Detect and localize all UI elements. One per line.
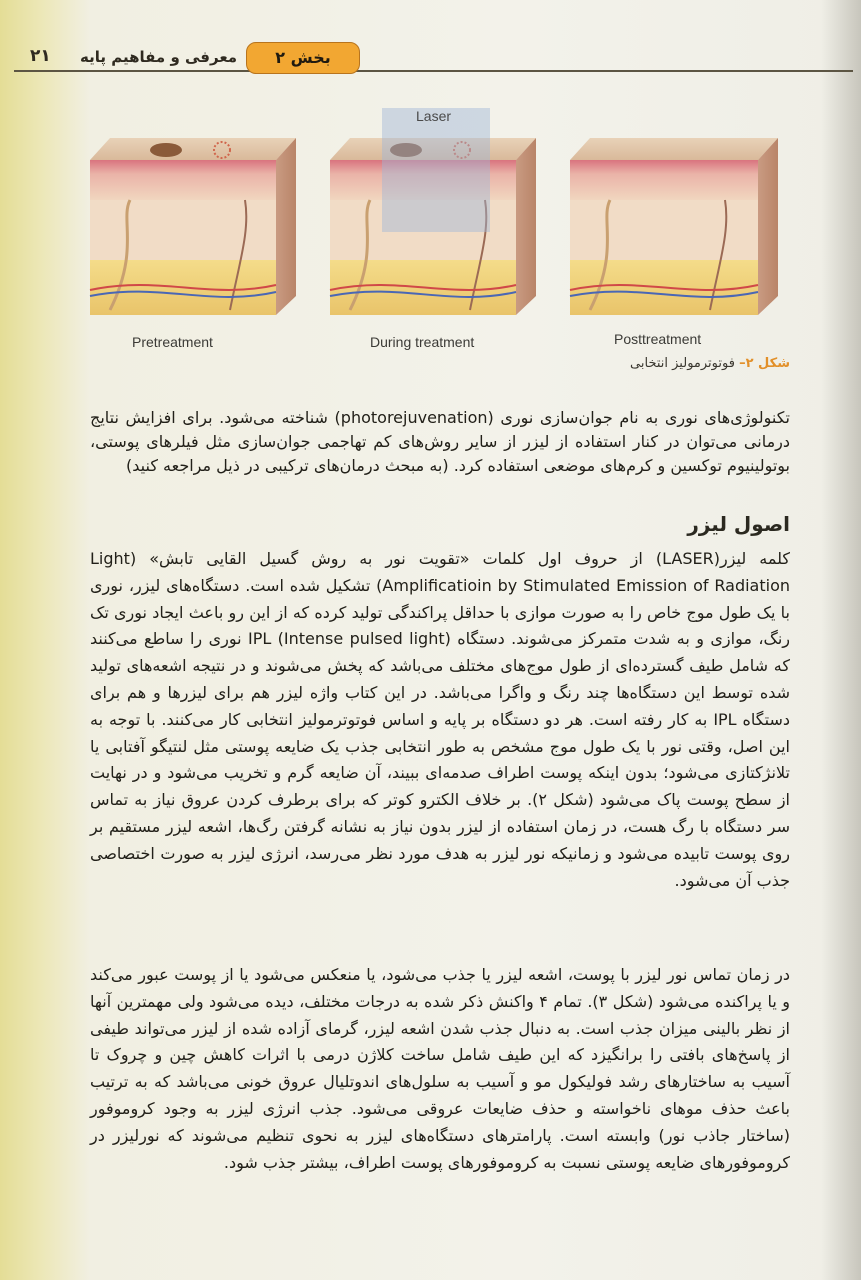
spine-shadow <box>821 0 861 1280</box>
section-heading: اصول لیزر <box>687 512 790 536</box>
paragraph-2: کلمه لیزر(LASER) از حروف اول کلمات «تقویت نور به روش گسیل القایی تابش» (Light Amplificatioin by Stimulated Emission of Radiation) تشکیل شده است. دستگاه‌های لیزر، نوری با یک طول موج خاص را به صورت موازی با حداقل پراکندگی تولید کرده که از این رو باعث ایجاد نوری تک رنگ، موازی و به شدت متمرکز می‌شوند. دستگاه IPL (Intense pulsed light) نوری را ساطع می‌کنند که شامل طیف گسترده‌ای از طول موج‌های مختلف می‌باشد که پخش می‌شوند و در نتیجه اشعه‌های تولید شده توسط این دستگاه‌ها چند رنگ و واگرا می‌باشد. در این کتاب واژه لیزر هم برای لیزرها و هم برای دستگاه IPL به کار رفته است. هر دو دستگاه بر پایه و اساس فوتوترمولیز انتخابی کار می‌کنند. با توجه به این اصل، وقتی نور با یک طول موج مشخص به طور انتخابی جذب یک ضایعه پوستی مثل لنتیگو آفتابی یا تلانژکتازی می‌شود؛ بدون اینکه پوست اطراف صدمه‌ای ببیند، آن ضایعه گرم و تخریب می‌شود و در نهایت از سطح پوست پاک می‌شود (شکل ۲). بر خلاف الکترو کوتر که برای برطرف کردن عروق نیاز به تماس سر دستگاه با رگ هست، در زمان استفاده از لیزر بدون نیاز به نشانه گرفتن رگ‌ها، اشعه لیزر مستقیم بر روی پوست تابیده می‌شود و زمانیکه نور لیزر به هدف مورد نظر می‌رسد، انرژی لیزر به صورت اختصاصی جذب آن می‌شود. <box>90 549 791 890</box>
page-number: ۲۱ <box>30 46 51 66</box>
laser-label: Laser <box>416 108 452 124</box>
part-badge: بخش ۲ <box>246 42 360 74</box>
figure-caption <box>470 356 790 371</box>
panel-label-posttreatment: Posttreatment <box>614 331 702 347</box>
page-header <box>0 40 861 80</box>
panel-label-pretreatment: Pretreatment <box>132 334 213 350</box>
paragraph-3: در زمان تماس نور لیزر با پوست، اشعه لیزر یا جذب می‌شود، یا منعکس می‌شود یا از پوست عبور می‌کند و یا پراکنده می‌شود (شکل ۳). تمام ۴ واکنش ذکر شده به درجات مختلف، دیده می‌شود ولی مهمترین آنها از نظر بالینی میزان جذب است. به دنبال جذب شدن اشعه لیزر، گرمای آزاده شده از لیزر می‌تواند طیفی از پاسخ‌های بافتی را برانگیزد که این طیف شامل ساخت کلاژن درمی با اثرات کاهش چین و چروک تا آسیب به ساختارهای رشد فولیکول مو و آسیب به سلول‌های اندوتلیال عروق خونی می‌باشد که به ترتیب باعث حذف موهای ناخواسته و حذف ضایعات عروقی می‌شود. جذب انرژی لیزر به وجود کروموفور (ساختار جاذب نور) وابسته است. پارامترهای دستگاه‌های لیزر به نحوی تنظیم می‌شوند که نورلیزر در کروموفورهای ضایعه پوستی نسبت به کروموفورهای پوست اطراف، بیشتر جذب شود. <box>90 965 791 1172</box>
skin-illustration <box>80 100 800 340</box>
figure-caption-text: فوتوترمولیز انتخابی <box>630 356 735 371</box>
skin-block-posttreatment <box>570 138 778 315</box>
paragraph-1: تکنولوژی‌های نوری به نام جوان‌سازی نوری (photorejuvenation) شناخته می‌شود. برای افزایش نتایج درمانی می‌توان در کنار استفاده از لیزر از سایر روش‌های کم تهاجمی جوان‌سازی مثل فیلرهای پوستی، بوتولینیوم توکسین و کرم‌های موضعی استفاده کرد. (به مبحث درمان‌های ترکیبی در ذیل مراجعه کنید) <box>90 408 790 475</box>
header-rule <box>14 70 853 72</box>
panel-label-during-treatment: During treatment <box>370 334 475 350</box>
skin-figure <box>80 100 800 400</box>
skin-block-during-treatment <box>330 108 536 315</box>
skin-block-pretreatment <box>90 138 296 315</box>
laser-beam <box>382 108 490 232</box>
figure-caption-number: شکل ۲– <box>739 356 790 371</box>
section-title: معرفی و مفاهیم پایه <box>80 48 238 66</box>
